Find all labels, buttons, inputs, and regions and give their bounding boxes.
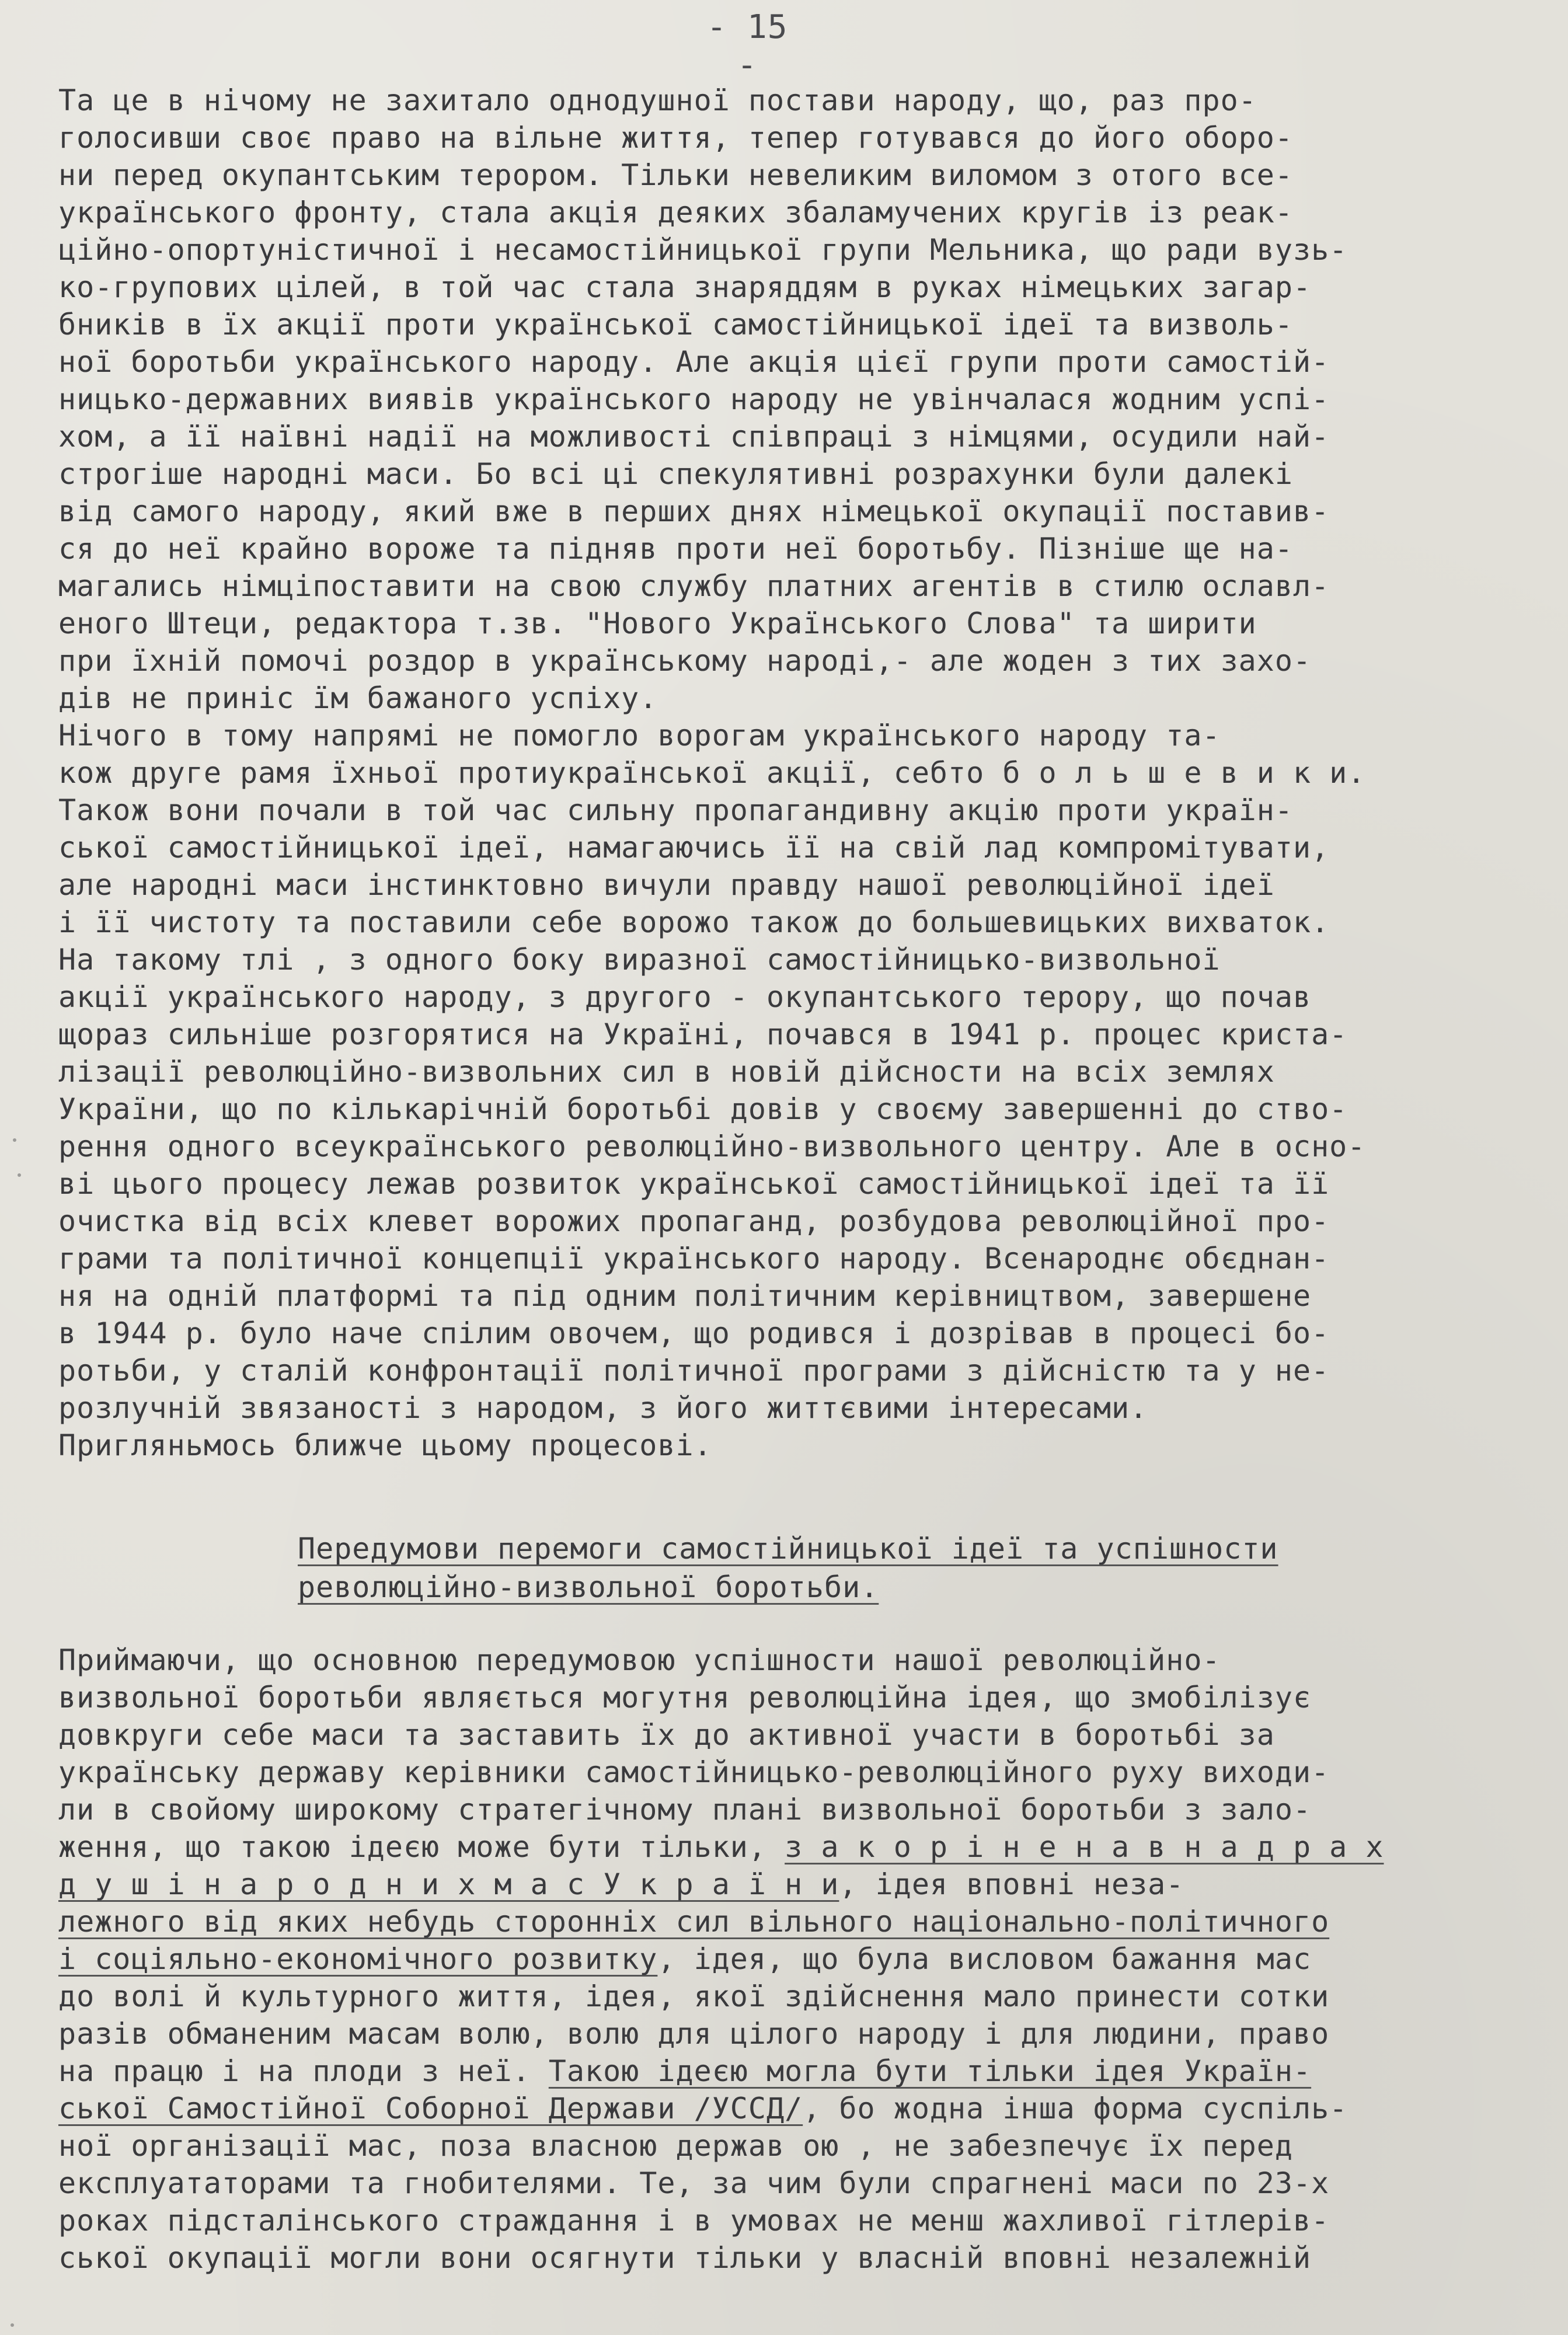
text-segment: , бо жодна інша форма суспіль- <box>803 2092 1348 2125</box>
emphasized-phrase: д у ш і н а р о д н и х м а с У к р а ї н и <box>58 1867 839 1901</box>
text-line: На такому тлі , з одного боку виразної самостійницько-визвольної <box>58 943 1221 977</box>
text-segment: ження, що такою ідеєю може бути тільки, <box>58 1830 785 1864</box>
text-line: і її чистоту та поставили себе ворожо також до большевицьких вихваток. <box>58 905 1330 939</box>
text-line-mixed <box>58 2090 1500 2127</box>
text-line: від самого народу, який вже в перших днях німецької окупації поставив- <box>58 494 1330 528</box>
text-line-mixed <box>58 2052 1500 2090</box>
text-segment: , ідея вповні неза- <box>839 1867 1184 1901</box>
emphasized-phrase: з а к о р і н е н а в н а д р а х <box>785 1830 1384 1864</box>
text-line: ної організації мас, поза власною держав ою , не забезпечує їх перед <box>58 2129 1293 2163</box>
text-line: голосивши своє право на вільне життя, тепер готувався до його оборо- <box>58 121 1293 155</box>
text-line-mixed <box>58 1866 1500 1903</box>
text-line: Нічого в тому напрямі не помогло ворогам українського народу та- <box>58 719 1221 752</box>
text-line: але народні маси інстинктовно вичули правду нашої революційної ідеї <box>58 868 1275 902</box>
paragraph-3 <box>58 941 1500 1427</box>
text-line: ли в свойому широкому стратегічному плані визвольної боротьби з зало- <box>58 1793 1312 1827</box>
underlined-text: ської Самостійної Соборної Держави /УССД/ <box>58 2092 803 2125</box>
text-line: Також вони почали в той час сильну пропагандивну акцію проти україн- <box>58 793 1293 827</box>
text-line: в 1944 р. було наче спілим овочем, що родився і дозрівав в процесі бо- <box>58 1316 1330 1350</box>
text-line: ротьби, у сталій конфронтації політичної програми з дійсністю та у не- <box>58 1354 1330 1388</box>
paragraph-2 <box>58 717 1500 941</box>
text-line: експлуататорами та гнобителями. Те, за чим були спрагнені маси по 23-х <box>58 2166 1330 2200</box>
text-line: лізації революційно-визвольних сил в новій дійсности на всіх землях <box>58 1055 1275 1089</box>
page-number: - 15 - <box>706 8 788 84</box>
text-line: ної боротьби українського народу. Але акція цієї групи проти самостій- <box>58 345 1330 379</box>
text-line: українську державу керівники самостійницько-революційного руху виходи- <box>58 1755 1330 1789</box>
text-line: ко-групових цілей, в той час стала знаряддям в руках німецьких загар- <box>58 270 1312 304</box>
text-line: грами та політичної концепції українського народу. Всенароднє обєднан- <box>58 1242 1330 1275</box>
heading-line-2: революційно-визвольної боротьби. <box>298 1570 879 1604</box>
text-line: при їхній помочі роздор в українському народі,- але жоден з тих захо- <box>58 644 1312 678</box>
text-line: ни перед окупантським терором. Тільки невеликим виломом з отого все- <box>58 158 1293 192</box>
underlined-text: і соціяльно-економічного розвитку <box>58 1942 658 1976</box>
text-line: разів обманеним масам волю, волю для цілого народу і для людини, право <box>58 2017 1330 2051</box>
text-line: акції українського народу, з другого - окупантського терору, що почав <box>58 980 1312 1014</box>
text-line: Приймаючи, що основною передумовою успішности нашої революційно- <box>58 1643 1221 1677</box>
text-line: очистка від всіх клевет ворожих пропаганд, розбудова революційної про- <box>58 1204 1330 1238</box>
text-line: магались німціпоставити на свою службу платних агентів в стилю ославл- <box>58 569 1330 603</box>
text-line: ської самостійницької ідеї, намагаючись її на свій лад компромітувати, <box>58 831 1330 865</box>
section-heading <box>298 1529 1436 1606</box>
text-line: України, що по кількарічній боротьбі довів у своєму завершенні до ство- <box>58 1092 1348 1126</box>
text-line: дів не приніс їм бажаного успіху. <box>58 681 658 715</box>
paragraph-4 <box>58 1427 1500 1464</box>
text-line: щораз сильніше розгорятися на Україні, почався в 1941 р. процес криста- <box>58 1017 1348 1051</box>
heading-line-1: Передумови перемоги самостійницької ідеї та успішности <box>298 1532 1278 1566</box>
text-line: ційно-опортуністичної і несамостійницької групи Мельника, що ради вузь- <box>58 233 1348 267</box>
text-line: ві цього процесу лежав розвиток української самостійницької ідеї та її <box>58 1167 1330 1201</box>
scan-speck <box>13 1138 16 1142</box>
text-line: довкруги себе маси та заставить їх до активної участи в боротьбі за <box>58 1718 1275 1752</box>
text-segment: на працю і на плоди з неї. <box>58 2054 549 2088</box>
text-line: українського фронту, стала акція деяких збаламучених кругів із реак- <box>58 196 1293 229</box>
paragraph-1 <box>58 82 1500 717</box>
text-line: строгіше народні маси. Бо всі ці спекулятивні розрахунки були далекі <box>58 457 1293 491</box>
paragraph-5 <box>58 1642 1500 2277</box>
underlined-text: Такою ідеєю могла бути тільки ідея Україн- <box>548 2054 1312 2088</box>
text-line-mixed <box>58 1828 1500 1866</box>
text-line: рення одного всеукраїнського революційно-визвольного центру. Але в осно- <box>58 1130 1366 1163</box>
text-line-mixed <box>58 1903 1500 1940</box>
text-line: ської окупації могли вони осягнути тільки у власній вповні незалежній <box>58 2241 1312 2275</box>
text-line: хом, а її наївні надії на можливості співпраці з німцями, осудили най- <box>58 420 1330 454</box>
text-line: роках підсталінського страждання і в умовах не менш жахливої гітлерів- <box>58 2204 1330 2238</box>
text-line-mixed <box>58 1940 1500 1978</box>
scan-speck <box>18 1173 21 1177</box>
text-line: ня на одній платформі та під одним політичним керівництвом, завершене <box>58 1279 1312 1313</box>
text-line: бників в їх акції проти української самостійницької ідеї та визволь- <box>58 308 1293 341</box>
text-line: ницько-державних виявів українського народу не увінчалася жодним успі- <box>58 382 1330 416</box>
text-line: кож друге рамя їхньої протиукраїнської акції, себто б о л ь ш е в и к и. <box>58 756 1366 790</box>
text-segment: , ідея, що була висловом бажання мас <box>657 1942 1312 1976</box>
text-line: Пригляньмось ближче цьому процесові. <box>58 1428 712 1462</box>
text-line: ся до неї крайно вороже та підняв проти неї боротьбу. Пізніше ще на- <box>58 532 1293 566</box>
text-line: розлучній звязаності з народом, з його життєвими інтересами. <box>58 1391 1148 1425</box>
text-line: Та це в нічому не захитало однодушної постави народу, що, раз про- <box>58 83 1257 117</box>
underlined-text: лежного від яких небудь сторонніх сил вільного національно-політичного <box>58 1905 1330 1939</box>
text-line: до волі й культурного життя, ідея, якої здійснення мало принести сотки <box>58 1979 1330 2013</box>
scan-speck <box>11 2323 14 2327</box>
text-line: визвольної боротьби являється могутня революційна ідея, що змобілізує <box>58 1681 1312 1714</box>
text-line: еного Штеци, редактора т.зв. "Нового Українського Слова" та ширити <box>58 607 1257 640</box>
